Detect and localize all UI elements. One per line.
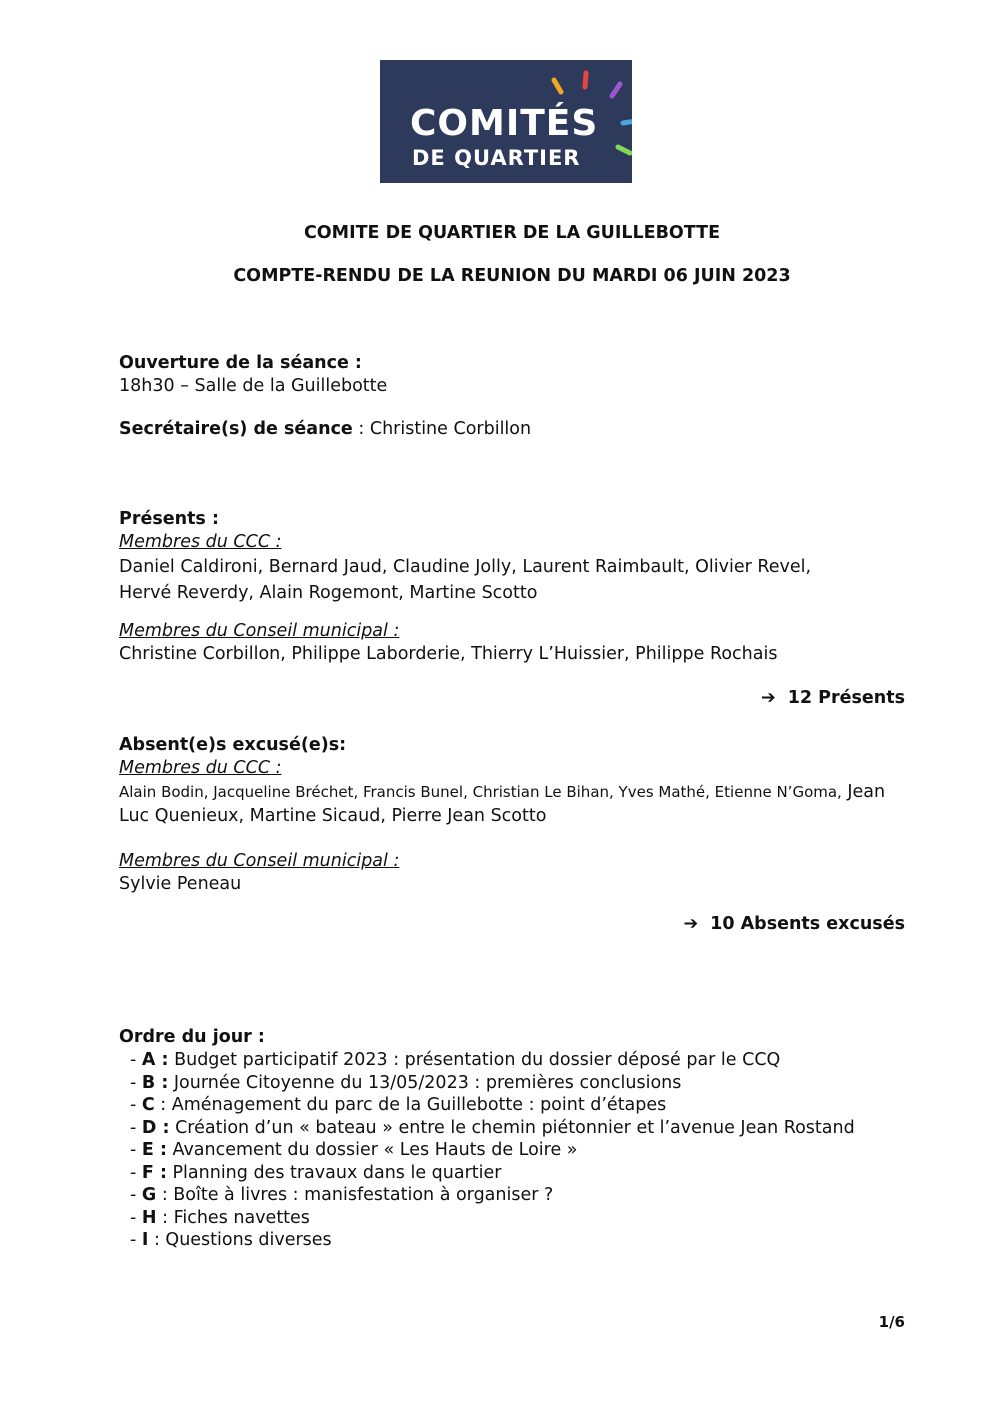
agenda-item-dash: - <box>130 1185 142 1205</box>
agenda-item-text: Création d’un « bateau » entre le chemin piétonnier et l’avenue Jean Rostand <box>169 1117 855 1138</box>
agenda-item-dash: - <box>130 1050 142 1070</box>
agenda-item-letter: A : <box>141 1050 169 1070</box>
opening-label: Ouverture de la séance : <box>119 353 362 373</box>
agenda-item-letter: F : <box>141 1162 167 1183</box>
secretary-separator: : <box>352 419 370 439</box>
opening-value: 18h30 – Salle de la Guillebotte <box>119 376 388 396</box>
agenda-item-text: Avancement du dossier « Les Hauts de Loire » <box>166 1140 578 1160</box>
arrow-right-icon: ➔ <box>683 914 699 934</box>
absent-ccc-line2: Luc Quenieux, Martine Sicaud, Pierre Jean Scotto <box>119 806 547 826</box>
present-total <box>761 688 905 708</box>
agenda-item <box>130 1094 920 1117</box>
agenda-item-letter: G <box>141 1185 157 1205</box>
absent-total-text: 10 Absents excusés <box>710 914 905 934</box>
secretary-section <box>119 418 909 441</box>
agenda-item-dash: - <box>130 1117 142 1138</box>
agenda-item <box>130 1049 920 1072</box>
agenda-item <box>130 1162 920 1185</box>
agenda-item-text: : Boîte à livres : manisfestation à organiser ? <box>156 1185 554 1205</box>
present-ccc-label: Membres du CCC : <box>119 532 282 552</box>
arrow-right-icon: ➔ <box>761 688 776 708</box>
agenda-item-dash: - <box>130 1072 142 1093</box>
present-label: Présents : <box>119 509 219 529</box>
present-ccc-line1: Daniel Caldironi, Bernard Jaud, Claudine Jolly, Laurent Raimbault, Olivier Revel, <box>119 557 812 577</box>
absent-label: Absent(e)s excusé(e)s: <box>119 735 347 755</box>
present-ccc-line2: Hervé Reverdy, Alain Rogemont, Martine Scotto <box>119 583 538 603</box>
agenda-item-letter: E : <box>141 1140 167 1160</box>
absent-ccc-label: Membres du CCC : <box>119 758 282 778</box>
agenda-item <box>130 1117 920 1140</box>
agenda-label: Ordre du jour : <box>119 1027 265 1047</box>
secretary-value: Christine Corbillon <box>369 419 532 439</box>
agenda-item-letter: I <box>141 1230 149 1250</box>
agenda-item-dash: - <box>130 1207 142 1228</box>
agenda-item-letter: C <box>141 1095 155 1115</box>
agenda-list <box>130 1049 920 1252</box>
agenda-item <box>130 1184 920 1207</box>
agenda-item-letter: H <box>141 1207 157 1228</box>
agenda-item-text: Planning des travaux dans le quartier <box>166 1162 502 1183</box>
absent-council-label: Membres du Conseil municipal : <box>119 851 400 871</box>
agenda-item-letter: B : <box>141 1072 169 1093</box>
agenda-item-dash: - <box>130 1095 142 1115</box>
agenda-item-text: : Questions diverses <box>148 1230 332 1250</box>
secretary-label: Secrétaire(s) de séance <box>119 419 353 439</box>
agenda-item-dash: - <box>130 1162 142 1183</box>
document-subtitle: COMPTE-RENDU DE LA REUNION DU MARDI 06 JUIN 2023 <box>233 266 791 286</box>
present-section <box>119 508 909 666</box>
agenda-item-dash: - <box>130 1230 142 1250</box>
logo-subtitle: DE QUARTIER <box>412 146 581 170</box>
agenda-item-text: Budget participatif 2023 : présentation du dossier déposé par le CCQ <box>168 1050 781 1070</box>
absent-council-value: Sylvie Peneau <box>119 874 242 894</box>
document-title: COMITE DE QUARTIER DE LA GUILLEBOTTE <box>303 223 721 243</box>
absent-ccc-line1 <box>119 780 909 805</box>
absent-ccc-line1-end: Jean <box>841 782 886 802</box>
page-number: 1/6 <box>878 1313 905 1331</box>
agenda-item-text: Journée Citoyenne du 13/05/2023 : premières conclusions <box>168 1072 682 1093</box>
absent-ccc-line1-names: Alain Bodin, Jacqueline Bréchet, Francis Bunel, Christian Le Bihan, Yves Mathé, Etienne N’Goma, <box>119 783 842 801</box>
agenda-item-dash: - <box>130 1140 142 1160</box>
opening-section <box>119 352 909 398</box>
comites-logo <box>380 60 632 183</box>
logo-title: COMITÉS <box>410 103 599 144</box>
absent-section <box>119 734 909 896</box>
agenda-item <box>130 1139 920 1162</box>
present-total-text: 12 Présents <box>787 688 905 708</box>
agenda-item <box>130 1072 920 1095</box>
agenda-item-text: : Fiches navettes <box>156 1207 310 1228</box>
agenda-item-text: : Aménagement du parc de la Guillebotte : point d’étapes <box>154 1095 667 1115</box>
present-council-value: Christine Corbillon, Philippe Laborderie, Thierry L’Huissier, Philippe Rochais <box>119 644 778 664</box>
agenda-item-letter: D : <box>141 1117 170 1138</box>
agenda-item <box>130 1229 920 1252</box>
agenda-item <box>130 1207 920 1230</box>
absent-total <box>684 914 906 934</box>
present-council-label: Membres du Conseil municipal : <box>119 621 400 641</box>
